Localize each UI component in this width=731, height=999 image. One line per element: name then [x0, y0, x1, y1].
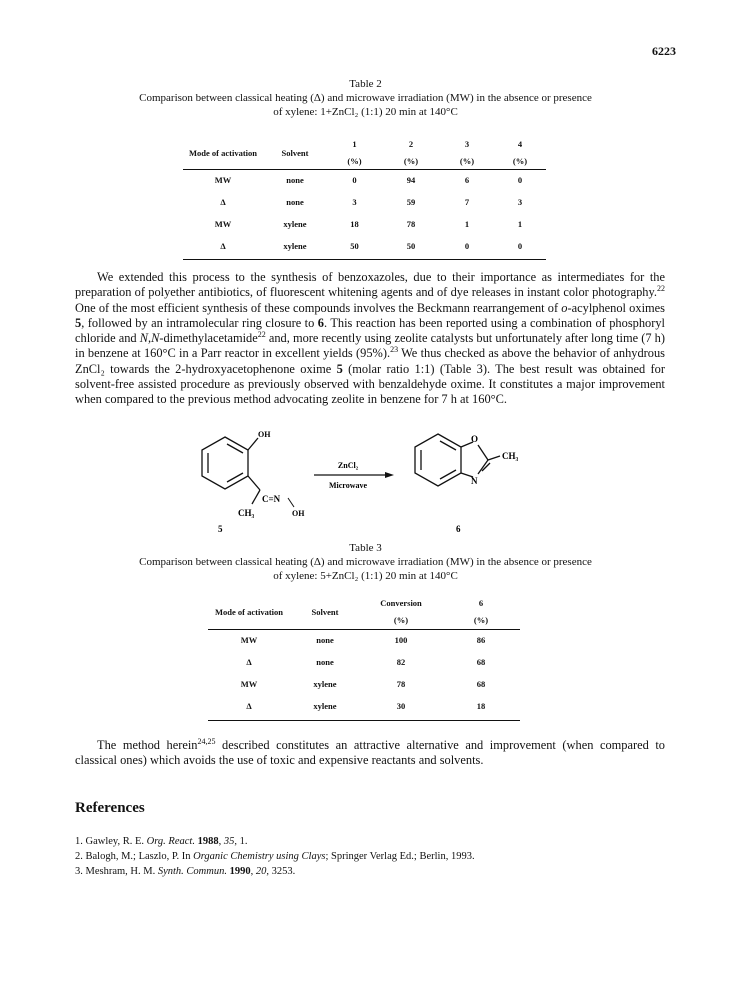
volume: 35 — [223, 836, 235, 847]
citation: 24,25 — [197, 736, 216, 746]
oh-bottom-label: OH — [292, 509, 305, 518]
text-run: The method herein — [97, 738, 198, 752]
table3-cell: MW — [240, 635, 258, 645]
text-run: , followed by an intramolecular ring closure to — [81, 315, 318, 330]
table3-cell: 82 — [396, 657, 406, 667]
table2-header-c3: 3 — [464, 139, 470, 149]
table3-cell: none — [316, 657, 334, 667]
cn-label: C=N — [262, 494, 281, 504]
table3-cell: 78 — [396, 679, 406, 689]
volume: 20 — [255, 866, 267, 877]
table2-cell: 78 — [406, 219, 416, 229]
reagent-label: ZnCl₂ — [337, 461, 359, 470]
citation: 22 — [257, 330, 266, 340]
table3-cell: MW — [240, 679, 258, 689]
table-row — [183, 191, 546, 213]
text-run: 2. Balogh, M.; Laszlo, P. In — [75, 851, 194, 862]
text-run: -dimethylacetamide — [159, 331, 258, 346]
table2-unit: (%) — [403, 155, 419, 166]
table3-cell: 30 — [396, 701, 406, 711]
reactant-structure — [202, 437, 260, 504]
table-row — [208, 673, 520, 695]
text-run: ; Springer Verlag Ed.; Berlin, 1993. — [325, 851, 475, 862]
table2-header-solvent: Solvent — [281, 147, 309, 158]
text-run: We extended this process to the synthesis of benzoxazoles, due to their importance as intermediates for the preparation of polyether antibiotics, of fluorescent whitening agents and of dye releases in instant color photography. — [75, 270, 665, 300]
table3 — [208, 595, 520, 717]
text-run: o — [561, 300, 568, 315]
table2-caption-line1: Comparison between classical heating (Δ) and microwave irradiation (MW) in the absence or presence — [139, 92, 592, 104]
year: 1990 — [226, 866, 251, 877]
table2-cell: MW — [214, 219, 232, 229]
table3-cell: 68 — [476, 657, 486, 667]
table3-cell: xylene — [313, 679, 337, 689]
table2-cell: 59 — [406, 197, 416, 207]
table2-cell: none — [286, 175, 304, 185]
table2-unit: (%) — [459, 155, 475, 166]
table3-cell: 86 — [476, 635, 486, 645]
compound-5-label: 5 — [218, 524, 223, 534]
table3-cell: none — [316, 635, 334, 645]
reference-item — [75, 864, 475, 879]
table2-cell: xylene — [283, 241, 307, 251]
text-run: One of the most efficient synthesis of these compounds involves the Beckmann rearrangement of — [75, 300, 562, 315]
ring-n-label: N — [471, 476, 478, 486]
text-run: , 1. — [234, 836, 248, 847]
compound-label: 5 — [75, 315, 82, 330]
table2-bottom-rule — [183, 259, 546, 260]
table-row — [183, 213, 546, 235]
text-run: and, more recently using zeolite catalysts but unfortunately after long time (7 h) in benzene at 160°C in a Parr reactor in excellent yields (95%). — [75, 331, 665, 361]
table2-cell: 0 — [352, 175, 357, 185]
journal-name: Org. React. — [146, 836, 195, 847]
bond — [288, 498, 294, 507]
table2-header-mode: Mode of activation — [189, 147, 257, 158]
table2-cell: MW — [214, 175, 232, 185]
table3-cell: Δ — [246, 657, 252, 667]
table2-header-c2: 2 — [408, 139, 414, 149]
text-run: N,N — [139, 331, 160, 346]
oh-top-label: OH — [258, 430, 271, 439]
citation: 22 — [657, 284, 665, 294]
table-row — [208, 695, 520, 717]
table3-caption-line1: Comparison between classical heating (Δ) and microwave irradiation (MW) in the absence or presence — [139, 556, 592, 568]
table2-cell: 3 — [517, 197, 523, 207]
table2-cell: 50 — [350, 241, 359, 251]
text-run: , — [218, 836, 224, 847]
text-run: described constitutes an attractive alternative and improvement (when compared to classical ones) which avoids the use of toxic and expensive reactants and solvents. — [75, 738, 665, 768]
text-run: -acylphenol oximes — [567, 300, 665, 315]
table2-unit: (%) — [347, 155, 362, 166]
page-number: 6223 — [652, 44, 676, 58]
ch3-left-label: CH₃ — [238, 508, 255, 518]
table2-cell: 3 — [352, 197, 357, 207]
table-row — [208, 651, 520, 673]
table2-caption — [0, 77, 731, 119]
table2-cell: 18 — [350, 219, 359, 229]
table2-cell: none — [286, 197, 304, 207]
text-run: , 3253. — [266, 866, 296, 877]
body-paragraph-2 — [75, 738, 665, 769]
product-structure — [415, 434, 500, 486]
table3-unit: (%) — [473, 615, 489, 625]
table3-cell: Δ — [246, 701, 252, 711]
ring-o-label: O — [471, 434, 479, 444]
reaction-scheme — [180, 422, 560, 534]
table2-cell: 0 — [517, 241, 523, 251]
table3-caption — [0, 541, 731, 583]
table3-cell: xylene — [313, 701, 337, 711]
compound-label: 6 — [317, 315, 324, 330]
journal-name: Synth. Commun. — [157, 866, 227, 877]
text-run: . This reaction has been reported using a combination of phosphoryl chloride and — [75, 315, 665, 346]
table3-header-c6: 6 — [478, 598, 484, 608]
table3-number: Table 3 — [349, 542, 382, 554]
table2-cell: 94 — [406, 175, 416, 185]
text-run: (molar ratio 1:1) (Table 3). The best result was obtained for solvent-free assisted procedure as previously observed with benzaldehyde oxime. It constitutes a major improvement when compared to the previous method advocating zeolite in benzene for 7 h at 160°C. — [75, 361, 665, 407]
table3-bottom-rule — [208, 720, 520, 721]
references-heading: References — [75, 800, 145, 816]
table2-cell: 1 — [517, 219, 523, 229]
table2-cell: 7 — [464, 197, 470, 207]
table2-caption-line2: of xylene: 1+ZnCl₂ (1:1) 20 min at 140°C — [273, 106, 458, 118]
table3-header-conversion: Conversion — [380, 598, 422, 608]
compound-label: 5 — [336, 361, 343, 376]
table3-cell: 68 — [476, 679, 486, 689]
table-row — [183, 235, 546, 257]
table2-cell: 0 — [464, 241, 470, 251]
table2-cell: Δ — [220, 197, 226, 207]
body-paragraph-1 — [75, 270, 665, 408]
arrow-head — [385, 472, 394, 478]
table3-header-mode: Mode of activation — [215, 607, 283, 617]
table2-cell: 6 — [464, 175, 470, 185]
table2-cell: Δ — [220, 241, 226, 251]
text-run: We thus checked as above the behavior of anhydrous ZnCl₂ towards the 2-hydroxyacetophenone oxime — [75, 346, 665, 376]
reference-item — [75, 834, 475, 849]
table3-cell: 100 — [394, 635, 408, 645]
table2-cell: xylene — [283, 219, 307, 229]
table3-cell: 18 — [476, 701, 486, 711]
table3-unit: (%) — [393, 615, 409, 625]
table2-number: Table 2 — [349, 78, 382, 90]
table2-header-c1: 1 — [352, 139, 357, 149]
table2 — [183, 136, 546, 257]
book-title: Organic Chemistry using Clays — [193, 851, 326, 862]
ch3-right-label: CH₃ — [502, 451, 519, 461]
references-list — [75, 834, 475, 879]
year: 1988 — [194, 836, 219, 847]
text-run: 3. Meshram, H. M. — [75, 866, 158, 877]
table2-cell: 1 — [464, 219, 470, 229]
table-row — [208, 629, 520, 651]
reference-item — [75, 849, 475, 864]
compound-6-label: 6 — [456, 524, 461, 534]
text-run: , — [250, 866, 256, 877]
table-row — [183, 169, 546, 191]
text-run: 1. Gawley, R. E. — [75, 836, 147, 847]
table3-caption-line2: of xylene: 5+ZnCl₂ (1:1) 20 min at 140°C — [273, 570, 458, 582]
condition-label: Microwave — [328, 481, 368, 490]
table2-cell: 50 — [406, 241, 416, 251]
table2-header-c4: 4 — [517, 139, 523, 149]
citation: 23 — [390, 345, 399, 355]
table3-header-solvent: Solvent — [311, 607, 339, 617]
table2-cell: 0 — [517, 175, 523, 185]
table2-unit: (%) — [512, 155, 528, 166]
